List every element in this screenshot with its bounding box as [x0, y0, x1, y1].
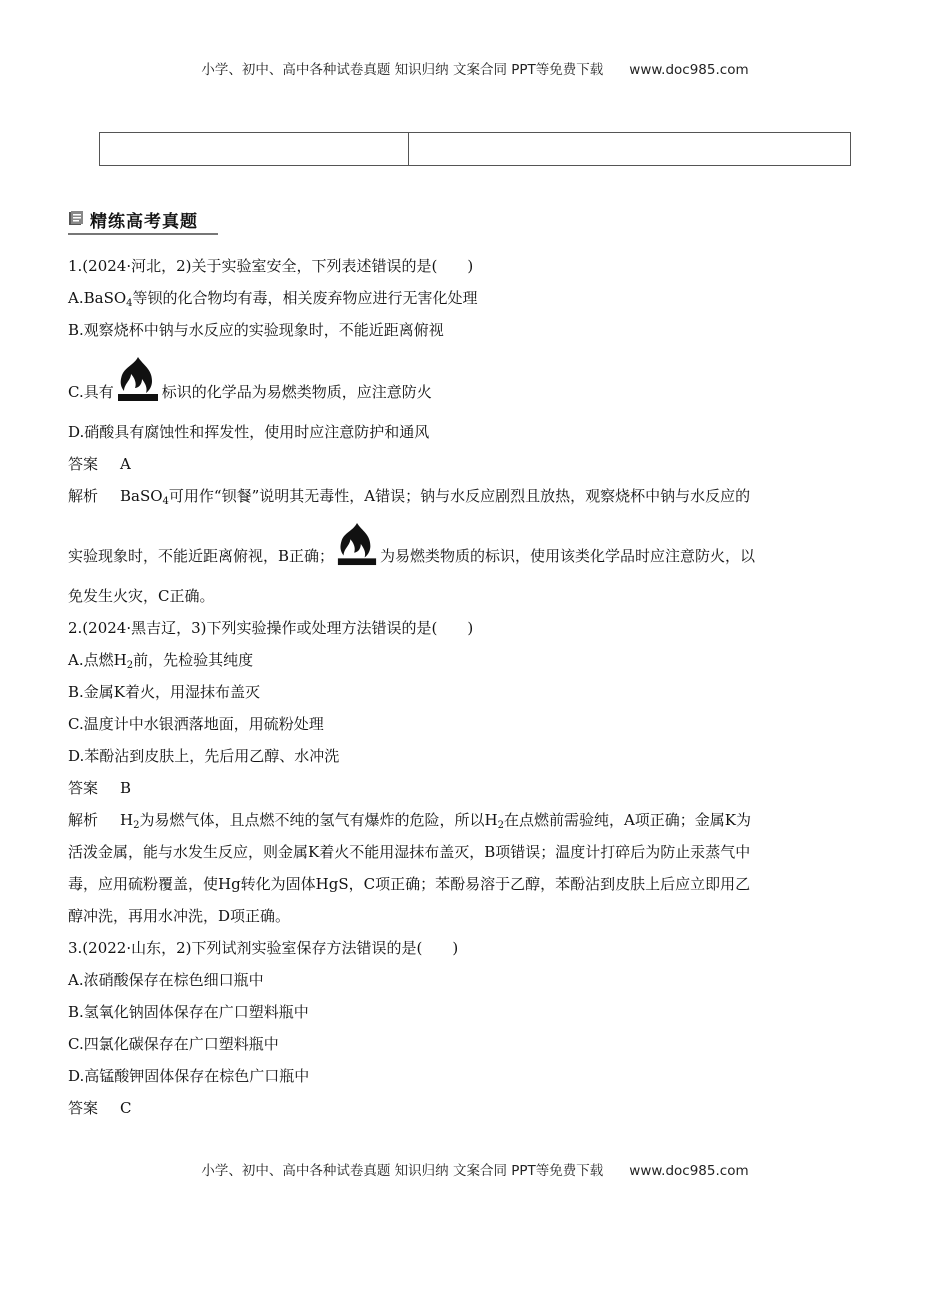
q1-analysis-line3: 免发生火灾，C正确。	[68, 587, 215, 605]
q2-stem: 2.(2024·黑吉辽，3)下列实验操作或处理方法错误的是( )	[68, 619, 474, 637]
q1-stem: 1.(2024·河北，2)关于实验室安全，下列表述错误的是( )	[68, 257, 474, 275]
header-site[interactable]: www.doc985.com	[629, 62, 749, 78]
footer-text: 小学、初中、高中各种试卷真题 知识归纳 文案合同 PPT等免费下载	[201, 1163, 604, 1179]
q2-option-a: A.点燃$H_2$前，先检验其纯度	[68, 651, 254, 671]
q1-analysis-line2: 实验现象时，不能近距离俯视，B正确； 为易燃类物质的标识，使用该类化学品时应注意防火，以	[68, 512, 880, 580]
q2-answer: 答案 B	[68, 779, 132, 797]
q3-answer: 答案 C	[68, 1099, 132, 1117]
q2-analysis-line2: 活泼金属，能与水发生反应，则金属K着火不能用湿抹布盖灭，B项错误；温度计打碎后为防止汞蒸气中	[68, 843, 751, 861]
questions	[68, 250, 880, 1124]
table-cell-right	[409, 133, 850, 165]
q2-option-b: B.金属K着火，用湿抹布盖灭	[68, 683, 260, 701]
footer-site[interactable]: www.doc985.com	[629, 1163, 749, 1179]
q3-option-d: D.高锰酸钾固体保存在棕色广口瓶中	[68, 1067, 310, 1085]
q3-stem: 3.(2022·山东，2)下列试剂实验室保存方法错误的是( )	[68, 939, 459, 957]
q1-option-a: A.BaSO$_4$等钡的化合物均有毒，相关废弃物应进行无害化处理	[68, 289, 478, 309]
top-table	[99, 132, 851, 166]
q2-option-d: D.苯酚沾到皮肤上，先后用乙醇、水冲洗	[68, 747, 340, 765]
q2-analysis-line3: 毒，应用硫粉覆盖，使Hg转化为固体HgS，C项正确；苯酚易溶于乙醇，苯酚沾到皮肤上后应立即用乙	[68, 875, 751, 893]
q2-option-c: C.温度计中水银洒落地面，用硫粉处理	[68, 715, 324, 733]
q2-analysis-line4: 醇冲洗，再用水冲洗，D项正确。	[68, 907, 291, 925]
q1-answer: 答案 A	[68, 455, 131, 473]
q3-option-a: A.浓硝酸保存在棕色细口瓶中	[68, 971, 264, 989]
section-underline	[68, 233, 218, 235]
section-title: 精练高考真题	[90, 212, 198, 232]
q1-option-c: C.具有 标识的化学品为易燃类物质，应注意防火	[68, 346, 880, 416]
document-icon	[68, 210, 84, 230]
q1-option-b: B.观察烧杯中钠与水反应的实验现象时，不能近距离俯视	[68, 321, 444, 339]
q2-analysis-line1: 解析 $H_2$为易燃气体，且点燃不纯的氢气有爆炸的危险，所以$H_2$在点燃前需验纯，A项正确；金属K为	[68, 811, 751, 831]
flammable-icon-analysis	[336, 521, 378, 580]
q1-analysis-line1: 解析 BaSO$_4$可用作“钡餐”说明其无毒性，A错误；钠与水反应剧烈且放热，观察烧杯中钠与水反应的	[68, 487, 751, 507]
flammable-icon	[116, 355, 160, 410]
q3-option-b: B.氢氧化钠固体保存在广口塑料瓶中	[68, 1003, 309, 1021]
table-cell-left	[100, 133, 409, 165]
section-heading	[68, 207, 198, 232]
page-footer	[0, 1159, 950, 1179]
page-header	[0, 58, 950, 78]
header-text: 小学、初中、高中各种试卷真题 知识归纳 文案合同 PPT等免费下载	[201, 62, 604, 78]
q1-option-d: D.硝酸具有腐蚀性和挥发性，使用时应注意防护和通风	[68, 423, 430, 441]
q3-option-c: C.四氯化碳保存在广口塑料瓶中	[68, 1035, 279, 1053]
